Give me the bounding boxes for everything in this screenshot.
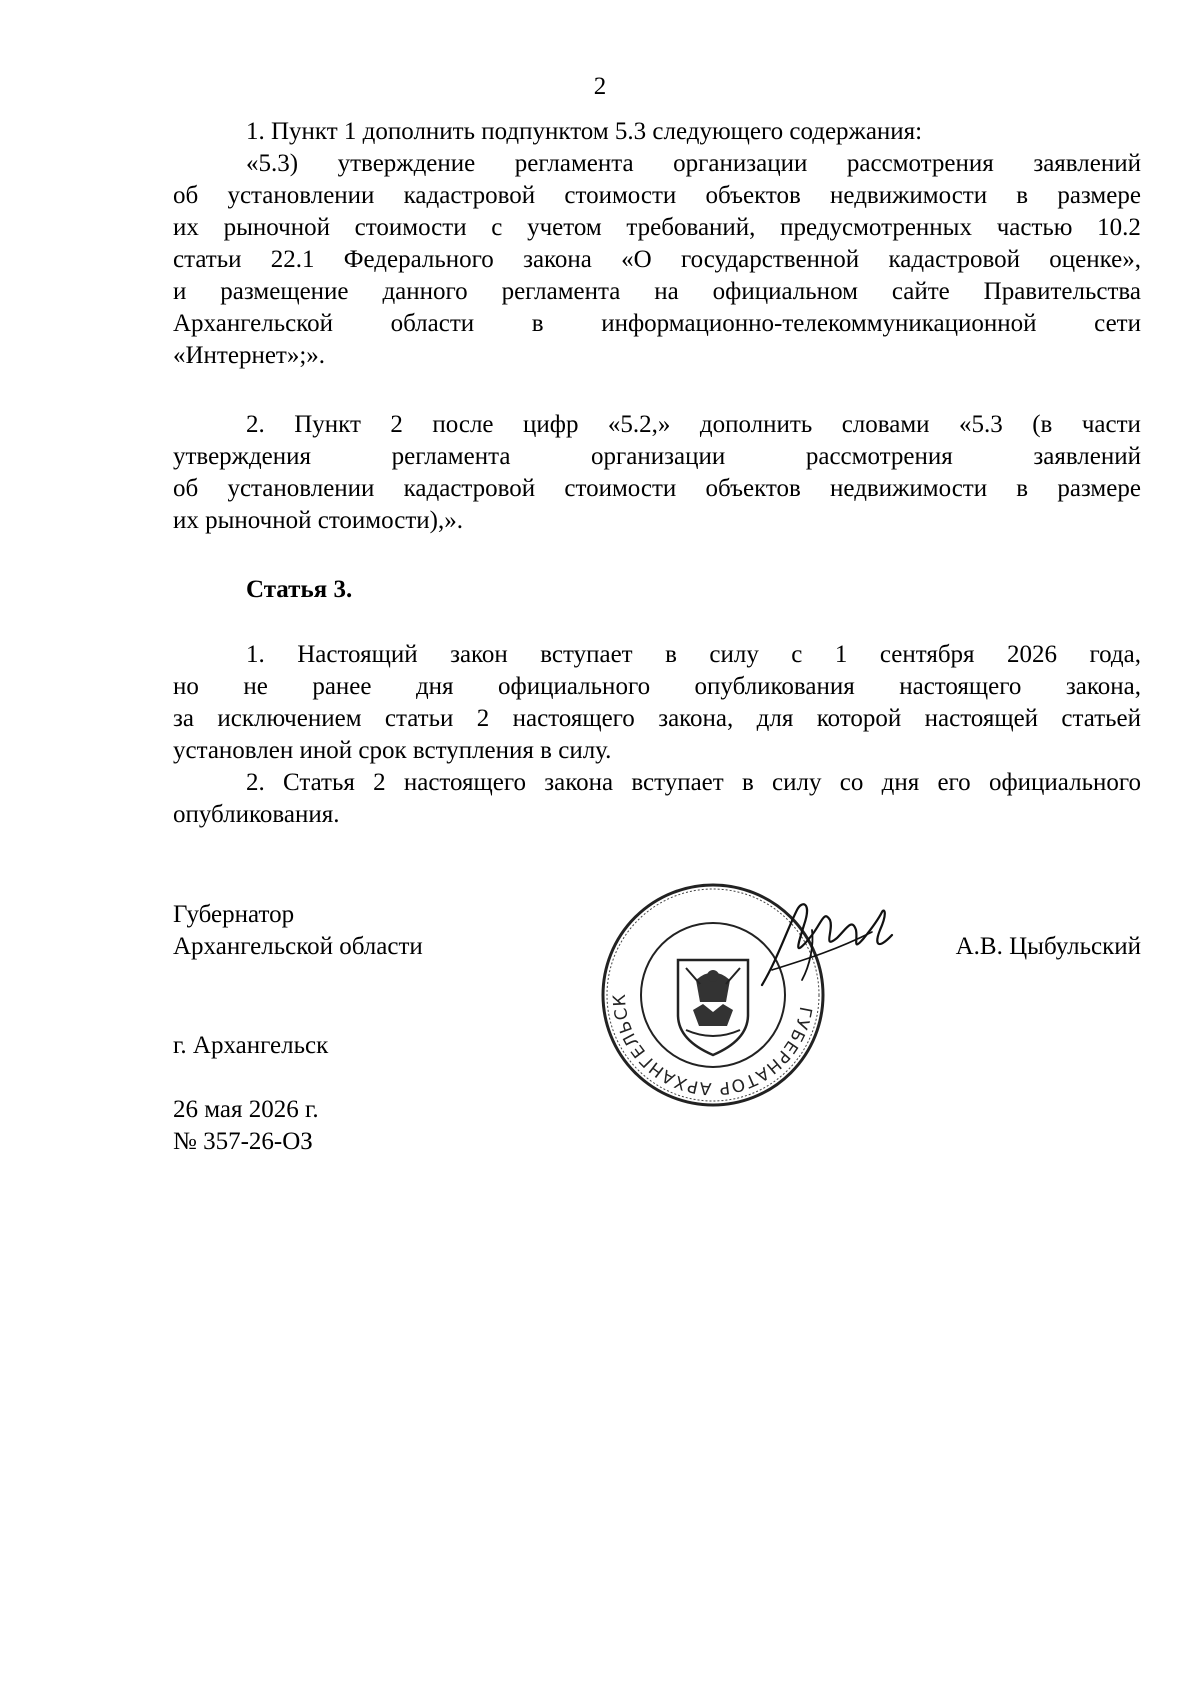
word: кадастровой bbox=[403, 475, 536, 502]
word: силу bbox=[709, 641, 759, 668]
article-heading: Статья 3. bbox=[246, 576, 353, 603]
word: дня bbox=[881, 769, 920, 796]
word: 2026 bbox=[1007, 641, 1058, 668]
word: 2 bbox=[476, 705, 490, 732]
word: сети bbox=[1094, 310, 1141, 337]
word: 10.2 bbox=[1097, 214, 1141, 241]
word: дополнить bbox=[699, 411, 813, 438]
word: государственной bbox=[681, 246, 860, 273]
word: «5.2,» bbox=[607, 411, 671, 438]
city: г. Архангельск bbox=[173, 1032, 329, 1059]
word: 2 bbox=[373, 769, 386, 796]
word: статьи bbox=[173, 246, 242, 273]
word: цифр bbox=[522, 411, 579, 438]
word: информационно-телекоммуникационной bbox=[601, 310, 1037, 337]
document-date: 26 мая 2026 г. bbox=[173, 1096, 319, 1123]
word: организации bbox=[673, 150, 808, 177]
word: стоимости bbox=[354, 214, 467, 241]
word: в bbox=[1016, 182, 1029, 209]
word: размере bbox=[1057, 475, 1141, 502]
word: Пункт bbox=[294, 411, 361, 438]
paragraph-line bbox=[246, 767, 1141, 800]
word: области bbox=[390, 310, 475, 337]
word: размещение bbox=[220, 278, 349, 305]
word: Правительства bbox=[983, 278, 1141, 305]
word: учетом bbox=[527, 214, 602, 241]
svg-text:ГУБЕРНАТОР АРХАНГЕЛЬСКОЙ ОБЛАС: ГУБЕРНАТОР АРХАНГЕЛЬСК bbox=[609, 992, 816, 1099]
word: оценке», bbox=[1049, 246, 1141, 273]
word: его bbox=[937, 769, 971, 796]
paragraph-line bbox=[173, 703, 1141, 736]
paragraph-line bbox=[173, 441, 1141, 474]
word: вступает bbox=[631, 769, 724, 796]
word: рассмотрения bbox=[805, 443, 953, 470]
word: организации bbox=[591, 443, 726, 470]
word: об bbox=[173, 182, 199, 209]
word: частью bbox=[996, 214, 1073, 241]
word: 1. bbox=[246, 641, 265, 668]
paragraph-line bbox=[173, 212, 1141, 245]
word: 2 bbox=[390, 411, 403, 438]
paragraph-line bbox=[173, 244, 1141, 277]
word: официального bbox=[498, 673, 651, 700]
paragraph-line bbox=[173, 276, 1141, 309]
paragraph-line bbox=[173, 308, 1141, 341]
word: кадастровой bbox=[888, 246, 1020, 273]
word: недвижимости bbox=[830, 475, 988, 502]
word: недвижимости bbox=[830, 182, 988, 209]
document-number: № 357-26-ОЗ bbox=[173, 1128, 313, 1155]
word: «5.3) bbox=[246, 150, 299, 177]
paragraph-line bbox=[173, 473, 1141, 506]
paragraph-line bbox=[173, 671, 1141, 704]
word: объектов bbox=[705, 182, 801, 209]
word: статьей bbox=[1061, 705, 1141, 732]
word: настоящего bbox=[512, 705, 635, 732]
signatory-title-region: Архангельской области bbox=[173, 933, 423, 960]
word: утверждение bbox=[337, 150, 476, 177]
word: 22.1 bbox=[270, 246, 315, 273]
word: в bbox=[741, 769, 754, 796]
word: года, bbox=[1089, 641, 1141, 668]
word: регламента bbox=[501, 278, 621, 305]
word: настоящего bbox=[899, 673, 1022, 700]
paragraph-line bbox=[246, 409, 1141, 442]
word: (в bbox=[1032, 411, 1053, 438]
word: установлении bbox=[227, 475, 375, 502]
word: Настоящий bbox=[297, 641, 418, 668]
word: для bbox=[756, 705, 794, 732]
word: закона, bbox=[1065, 673, 1141, 700]
word: закона bbox=[523, 246, 592, 273]
word: их bbox=[173, 214, 199, 241]
word: рыночной bbox=[223, 214, 330, 241]
signature-icon bbox=[752, 890, 902, 1000]
word: 2. bbox=[246, 411, 265, 438]
word: закона bbox=[544, 769, 614, 796]
word: статьи bbox=[384, 705, 454, 732]
word: 1 bbox=[834, 641, 848, 668]
word: регламента bbox=[514, 150, 634, 177]
word: сайте bbox=[891, 278, 950, 305]
word: заявлений bbox=[1033, 150, 1141, 177]
word: заявлений bbox=[1033, 443, 1141, 470]
word: стоимости bbox=[564, 475, 677, 502]
signatory-name: А.В. Цыбульский bbox=[955, 933, 1141, 960]
paragraph-line: их рыночной стоимости),». bbox=[173, 507, 463, 534]
paragraph-line: установлен иной срок вступления в силу. bbox=[173, 737, 612, 764]
word: размере bbox=[1057, 182, 1141, 209]
paragraph-line: 1. Пункт 1 дополнить подпунктом 5.3 следующего содержания: bbox=[246, 118, 923, 145]
word: на bbox=[654, 278, 679, 305]
word: вступает bbox=[540, 641, 633, 668]
word: в bbox=[531, 310, 544, 337]
word: 2. bbox=[246, 769, 265, 796]
page-number: 2 bbox=[593, 73, 607, 100]
word: официального bbox=[988, 769, 1141, 796]
word: сентября bbox=[879, 641, 975, 668]
word: Статья bbox=[283, 769, 355, 796]
word: настоящей bbox=[924, 705, 1039, 732]
paragraph-line bbox=[246, 639, 1141, 672]
signatory-title: Губернатор bbox=[173, 901, 295, 928]
word: опубликования bbox=[694, 673, 855, 700]
word: об bbox=[173, 475, 199, 502]
word: объектов bbox=[705, 475, 801, 502]
word: с bbox=[791, 641, 803, 668]
paragraph-line bbox=[173, 180, 1141, 213]
word: с bbox=[491, 214, 503, 241]
word: закона, bbox=[658, 705, 734, 732]
word: ранее bbox=[312, 673, 372, 700]
word: официальном bbox=[712, 278, 858, 305]
word: настоящего bbox=[403, 769, 527, 796]
word: регламента bbox=[391, 443, 511, 470]
word: но bbox=[173, 673, 199, 700]
word: стоимости bbox=[564, 182, 677, 209]
word: исключением bbox=[217, 705, 362, 732]
word: в bbox=[665, 641, 677, 668]
word: утверждения bbox=[173, 443, 312, 470]
word: дня bbox=[415, 673, 454, 700]
word: закон bbox=[450, 641, 508, 668]
word: и bbox=[173, 278, 187, 305]
word: Архангельской bbox=[173, 310, 333, 337]
word: «О bbox=[621, 246, 652, 273]
word: части bbox=[1081, 411, 1141, 438]
word: требований, bbox=[626, 214, 756, 241]
word: словами bbox=[841, 411, 930, 438]
word: Федерального bbox=[343, 246, 494, 273]
word: «5.3 bbox=[959, 411, 1003, 438]
word: рассмотрения bbox=[846, 150, 994, 177]
word: силу bbox=[772, 769, 822, 796]
paragraph-line: опубликования. bbox=[173, 801, 340, 828]
word: которой bbox=[816, 705, 902, 732]
paragraph-line: «Интернет»;». bbox=[173, 342, 326, 369]
word: со bbox=[839, 769, 864, 796]
word: в bbox=[1016, 475, 1029, 502]
word: данного bbox=[382, 278, 468, 305]
word: установлении bbox=[227, 182, 375, 209]
word: за bbox=[173, 705, 194, 732]
word: не bbox=[243, 673, 268, 700]
word: предусмотренных bbox=[780, 214, 972, 241]
paragraph-line bbox=[246, 148, 1141, 181]
word: кадастровой bbox=[403, 182, 536, 209]
word: после bbox=[432, 411, 494, 438]
